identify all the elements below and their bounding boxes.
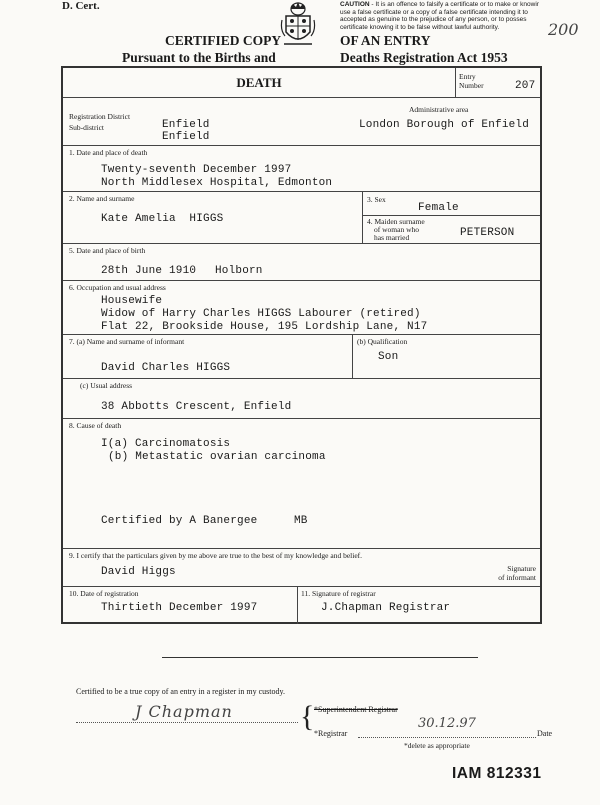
administrative-area-value: London Borough of Enfield xyxy=(359,119,530,131)
field-4-label-3: has married xyxy=(374,233,410,242)
informant-address: 38 Abbotts Crescent, Enfield xyxy=(101,401,292,413)
field-9-label: 9. I certify that the particulars given by me above are true to the best of my knowledge and belief. xyxy=(69,551,363,560)
field-9-signature-label-2: of informant xyxy=(498,573,536,582)
brace-icon: { xyxy=(300,700,315,733)
registration-district-label: Registration District xyxy=(69,112,131,121)
occupation-detail: Widow of Harry Charles HIGGS Labourer (retired) xyxy=(101,308,421,320)
caution-text-2: use a false certificate or a copy of a false certificate intending it to xyxy=(340,8,528,16)
registrar-handwritten-signature: J Chapman xyxy=(135,702,233,721)
handwritten-date: 30.12.97 xyxy=(418,716,476,731)
deceased-name: Kate Amelia HIGGS xyxy=(101,213,224,225)
field-7b-label: (b) Qualification xyxy=(357,337,408,346)
royal-coat-of-arms-icon xyxy=(280,0,316,50)
registrar-signature: J.Chapman Registrar xyxy=(321,602,451,614)
separator-line xyxy=(162,657,478,658)
field-1-label: 1. Date and place of death xyxy=(69,148,148,157)
entry-number: 207 xyxy=(515,80,536,92)
field-7c-label: (c) Usual address xyxy=(80,381,133,390)
informant-signature: David Higgs xyxy=(101,566,176,578)
certificate-code: D. Cert. xyxy=(62,0,100,12)
field-4-label xyxy=(367,218,425,242)
caution-bold: CAUTION xyxy=(340,1,370,8)
caution-text-4: certificate knowing it to be false without lawful authority. xyxy=(340,24,500,32)
signature-line xyxy=(76,722,298,723)
certifier-qualification: MB xyxy=(294,515,308,527)
field-4-label-1: 4. Maiden surname xyxy=(367,217,425,226)
date-label: Date xyxy=(537,729,553,738)
header-right-line1: OF AN ENTRY xyxy=(340,33,431,48)
date-of-birth: 28th June 1910 xyxy=(101,265,197,277)
field-9-signature-label-1: Signature xyxy=(507,564,536,573)
header-left-line1: CERTIFIED COPY xyxy=(165,33,282,48)
occupation: Housewife xyxy=(101,295,163,307)
header-left-line2: Pursuant to the Births and xyxy=(122,50,276,65)
field-4-label-2: of woman who xyxy=(374,225,419,234)
field-9-signature-label xyxy=(483,564,536,582)
maiden-surname: PETERSON xyxy=(460,227,515,239)
registration-district-value: Enfield xyxy=(162,119,210,131)
date-line xyxy=(358,737,536,738)
sex-value: Female xyxy=(418,202,459,214)
field-5-label: 5. Date and place of birth xyxy=(69,246,146,255)
header-right-line2: Deaths Registration Act 1953 xyxy=(340,50,508,65)
sub-district-label: Sub-district xyxy=(69,123,104,132)
field-6-label: 6. Occupation and usual address xyxy=(69,283,166,292)
certified-true-copy-text: Certified to be a true copy of an entry in a register in my custody. xyxy=(76,687,285,696)
field-8-label: 8. Cause of death xyxy=(69,421,122,430)
death-entry-form xyxy=(61,66,542,624)
cause-of-death-1a: I(a) Carcinomatosis xyxy=(101,438,231,450)
field-3-label: 3. Sex xyxy=(367,195,386,204)
entry-label-1: Entry xyxy=(459,72,476,81)
caution-text-1: - It is an offence to falsify a certificate or to make or knowir xyxy=(371,1,539,8)
registrar-label: *Registrar xyxy=(314,729,348,738)
date-of-registration: Thirtieth December 1997 xyxy=(101,602,258,614)
place-of-death: North Middlesex Hospital, Edmonton xyxy=(101,177,333,189)
field-11-label: 11. Signature of registrar xyxy=(301,589,376,598)
administrative-area-label: Administrative area xyxy=(409,105,469,114)
caution-text-3: accepted as genuine to the prejudice of any person, or to posses xyxy=(340,16,527,24)
field-7a-label: 7. (a) Name and surname of informant xyxy=(69,337,185,346)
date-of-death: Twenty-seventh December 1997 xyxy=(101,164,292,176)
form-title: DEATH xyxy=(236,75,282,90)
entry-label-2: Number xyxy=(459,81,484,90)
serial-number: IAM 812331 xyxy=(452,765,542,782)
informant-qualification: Son xyxy=(378,351,399,363)
handwritten-number: 200 xyxy=(548,20,579,39)
superintendent-registrar-label: *Superintendent Registrar xyxy=(314,705,398,714)
delete-as-appropriate-note: *delete as appropriate xyxy=(404,741,470,750)
sub-district-value: Enfield xyxy=(162,131,210,143)
cause-of-death-1b: (b) Metastatic ovarian carcinoma xyxy=(108,451,326,463)
usual-address: Flat 22, Brookside House, 195 Lordship Lane, N17 xyxy=(101,321,428,333)
place-of-birth: Holborn xyxy=(215,265,263,277)
field-10-label: 10. Date of registration xyxy=(69,589,139,598)
informant-name: David Charles HIGGS xyxy=(101,362,231,374)
certified-by: Certified by A Banergee xyxy=(101,515,258,527)
field-2-label: 2. Name and surname xyxy=(69,194,135,203)
